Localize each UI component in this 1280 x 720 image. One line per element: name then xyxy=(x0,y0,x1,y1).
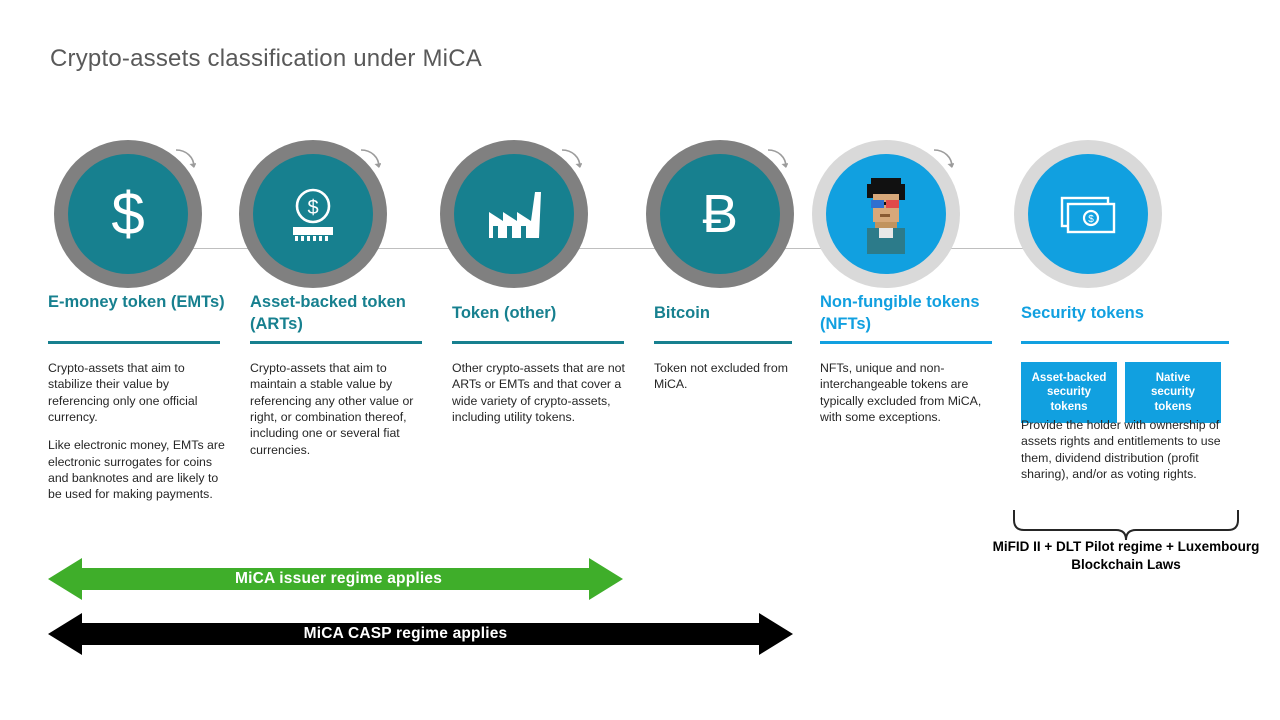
factory-icon xyxy=(483,188,545,240)
heading-bitcoin: Bitcoin xyxy=(654,304,710,322)
body-paragraph: Other crypto-assets that are not ARTs or EMTs and that cover a wide variety of crypto-assets, including utility tokens. xyxy=(452,361,625,425)
bitcoin-icon xyxy=(696,182,744,246)
body-nft xyxy=(820,360,995,425)
column-asset-backed xyxy=(239,140,387,288)
heading-rule-bitcoin xyxy=(654,341,792,344)
heading-emoney: E-money token (EMTs) xyxy=(48,293,225,311)
mica-casp-regime-arrow xyxy=(48,613,793,655)
mica-issuer-regime-arrow xyxy=(48,558,623,600)
circle-inner xyxy=(68,154,188,274)
icon-circle-asset-backed xyxy=(239,140,387,288)
chip-asset-backed-security-tokens[interactable]: Asset-backed security tokens xyxy=(1021,362,1117,423)
heading-nft: Non-fungible tokens (NFTs) xyxy=(820,293,980,333)
icon-circle-nft xyxy=(812,140,960,288)
heading-rule-emoney xyxy=(48,341,220,344)
body-emoney xyxy=(48,360,226,503)
heading-rule-asset-backed xyxy=(250,341,422,344)
svg-text:$: $ xyxy=(1088,214,1094,225)
svg-text:Ƀ: Ƀ xyxy=(701,184,739,244)
heading-asset-backed: Asset-backed token (ARTs) xyxy=(250,293,406,333)
icon-circle-bitcoin xyxy=(646,140,794,288)
body-paragraph: Crypto-assets that aim to stabilize their value by referencing only one official currency. xyxy=(48,361,198,425)
heading-security-tokens: Security tokens xyxy=(1021,304,1144,322)
circle-inner xyxy=(253,154,373,274)
heading-rule-token-other xyxy=(452,341,624,344)
body-paragraph: NFTs, unique and non-interchangeable tokens are typically excluded from MiCA, with some exceptions. xyxy=(820,361,982,425)
page-title: Crypto-assets classification under MiCA xyxy=(50,45,482,72)
body-paragraph: Token not excluded from MiCA. xyxy=(654,361,788,392)
column-token-other xyxy=(440,140,588,288)
brace-label: MiFID II + DLT Pilot regime + Luxembourg Blockchain Laws xyxy=(992,539,1260,573)
column-bitcoin xyxy=(646,140,794,288)
body-paragraph: Like electronic money, EMTs are electronic surrogates for coins and banknotes and are likely to be used for making payments. xyxy=(48,438,225,502)
heading-token-other: Token (other) xyxy=(452,304,557,322)
svg-text:$: $ xyxy=(307,197,319,219)
heading-rule-security-tokens xyxy=(1021,341,1229,344)
circle-inner xyxy=(1028,154,1148,274)
mica-issuer-regime-label: MiCA issuer regime applies xyxy=(234,570,443,587)
cryptopunk-avatar-icon xyxy=(853,172,919,256)
body-token-other xyxy=(452,360,630,425)
body-paragraph: Provide the holder with ownership of assets rights and entitlements to use them, dividend distribution (profit sharing), and/or as voting rights. xyxy=(1021,418,1221,482)
mica-casp-regime-label: MiCA CASP regime applies xyxy=(303,625,508,642)
icon-circle-emoney xyxy=(54,140,202,288)
icon-circle-security-tokens xyxy=(1014,140,1162,288)
circle-inner xyxy=(454,154,574,274)
coin-stack-icon xyxy=(282,183,344,245)
dollar-sign-icon xyxy=(101,182,155,246)
body-asset-backed xyxy=(250,360,428,458)
column-security-tokens xyxy=(1014,140,1162,288)
circle-inner xyxy=(660,154,780,274)
body-bitcoin xyxy=(654,360,814,393)
column-emoney xyxy=(54,140,202,288)
circle-inner xyxy=(826,154,946,274)
column-nft xyxy=(812,140,960,288)
banknotes-icon xyxy=(1056,190,1120,238)
svg-text:$: $ xyxy=(111,182,145,246)
body-security-tokens xyxy=(1021,417,1231,482)
security-token-chips xyxy=(1021,362,1221,423)
chip-native-security-tokens[interactable]: Native security tokens xyxy=(1125,362,1221,423)
icon-circle-token-other xyxy=(440,140,588,288)
body-paragraph: Crypto-assets that aim to maintain a stable value by referencing any other value or right, or combination thereof, including one or several fiat currencies. xyxy=(250,361,414,457)
heading-rule-nft xyxy=(820,341,992,344)
